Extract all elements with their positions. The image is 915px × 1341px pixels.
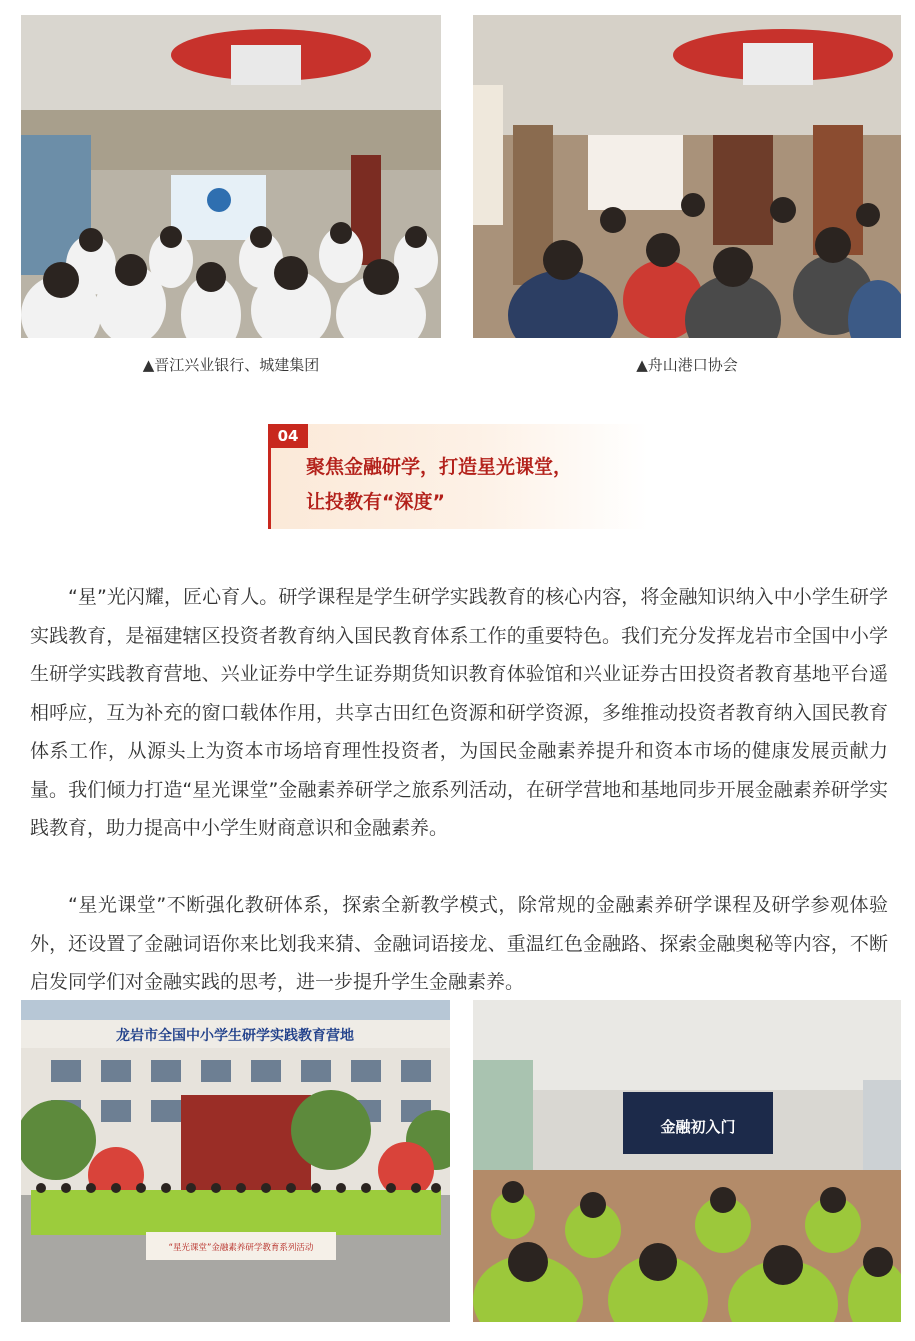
camp-banner-text: “星光课堂”金融素养研学教育系列活动 bbox=[168, 1243, 314, 1253]
classroom-screen-text: 金融初入门 bbox=[660, 1118, 736, 1136]
body-paragraph: “星光课堂”不断强化教研体系，探索全新教学模式，除常规的金融素养研学课程及研学参观体验外，还设置了金融词语你来比划我来猜、金融词语接龙、重温红色金融路、探索金融奥秘等内容，不断启发同学们对金融实践的思考，进一步提升学生金融素养。 bbox=[30, 894, 888, 993]
photo-zhoushan-meeting bbox=[473, 15, 901, 338]
photo-caption: ▲舟山港口协会 bbox=[636, 356, 738, 374]
section-accent-bar bbox=[268, 448, 271, 529]
photo-classroom bbox=[473, 1000, 901, 1322]
camp-sign-text: 龙岩市全国中小学生研学实践教育营地 bbox=[116, 1028, 354, 1044]
photo-caption: ▲晋江兴业银行、城建集团 bbox=[142, 356, 320, 374]
body-paragraph: “星”光闪耀，匠心育人。研学课程是学生研学实践教育的核心内容，将金融知识纳入中小学生研学实践教育，是福建辖区投资者教育纳入国民教育体系工作的重要特色。我们充分发挥龙岩市全国中小学生研学实践教育营地、兴业证券中学生证券期货知识教育体验馆和兴业证券古田投资者教育基地平台遥相呼应，互为补充的窗口载体作用，共享古田红色资源和研学资源，多维推动投资者教育纳入国民教育体系工作，从源头上为资本市场培育理性投资者，为国民金融素养提升和资本市场的健康发展贡献力量。我们倾力打造“星光课堂”金融素养研学之旅系列活动，在研学营地和基地同步开展金融素养研学实践教育，助力提高中小学生财商意识和金融素养。 bbox=[30, 586, 888, 839]
section-title-line2: 让投教有“深度” bbox=[306, 491, 445, 513]
section-title-line1: 聚焦金融研学，打造星光课堂， bbox=[306, 456, 573, 478]
photo-jinjiang-meeting bbox=[21, 15, 441, 338]
photo-camp-group bbox=[21, 1000, 450, 1322]
section-number: 04 bbox=[268, 424, 308, 448]
